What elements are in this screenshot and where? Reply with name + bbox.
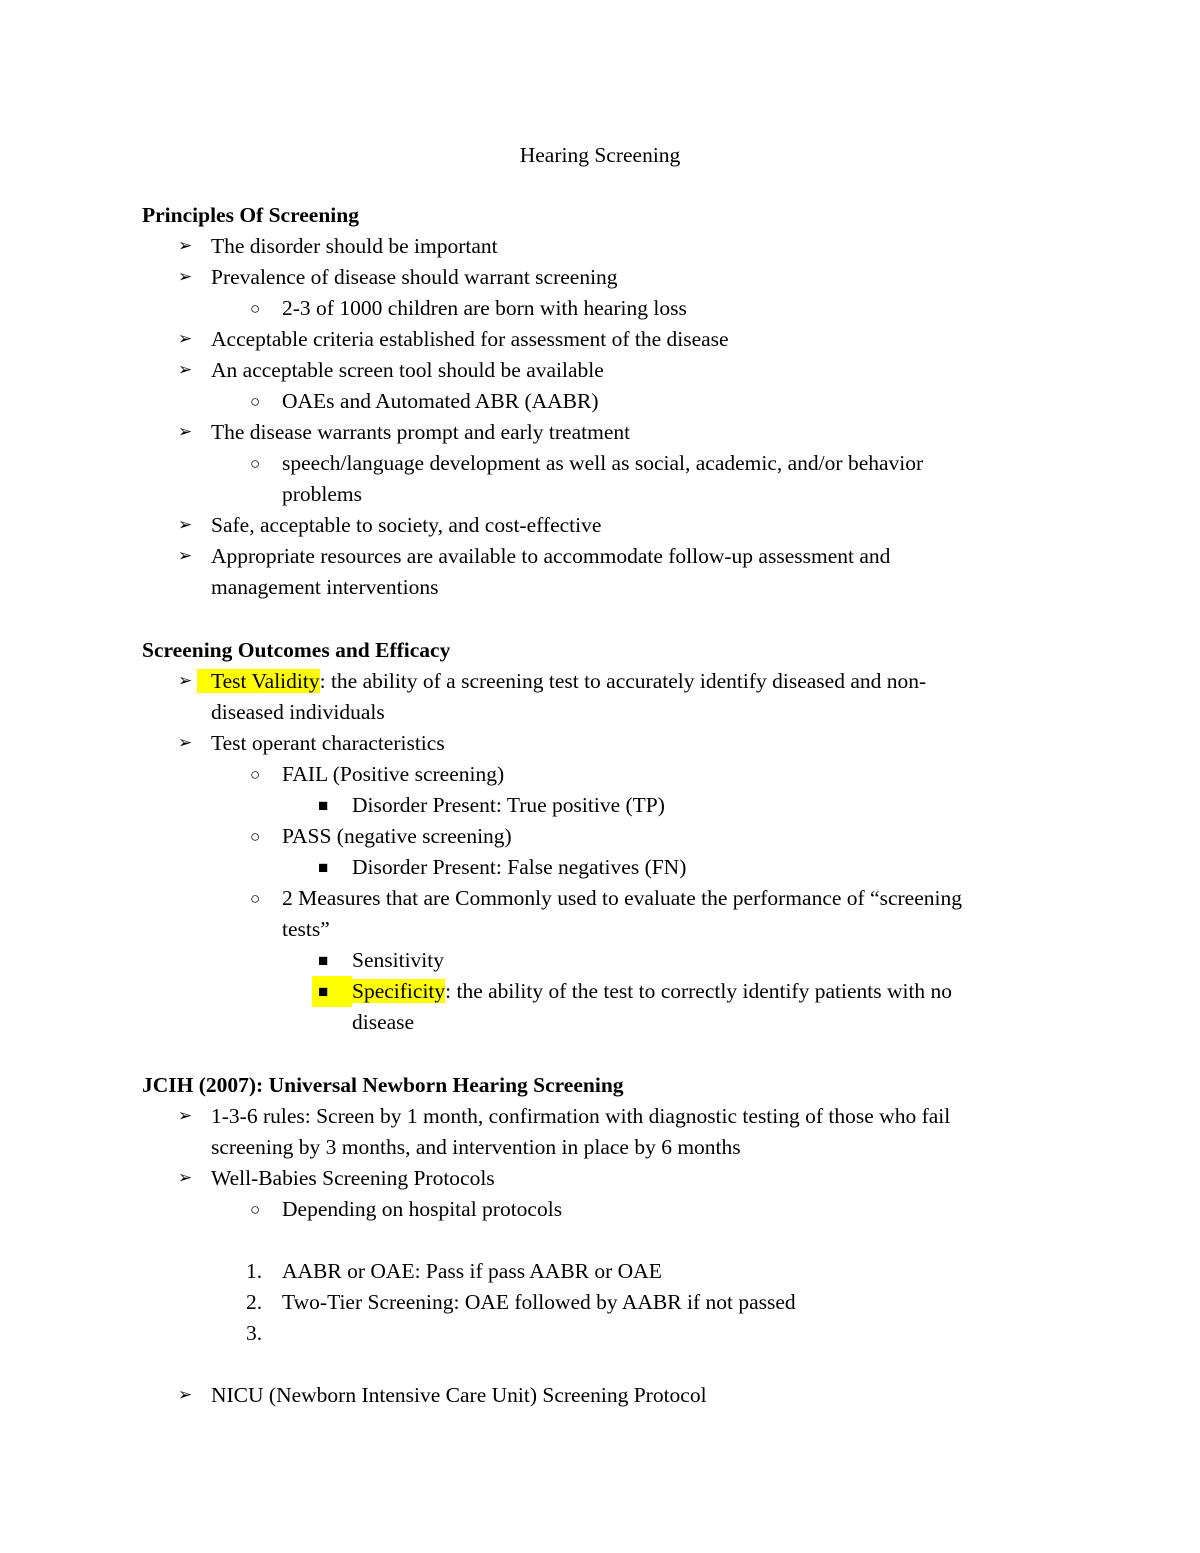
list-item-continuation: problems [282, 482, 363, 506]
list-item: Prevalence of disease should warrant screening [211, 265, 618, 289]
hollow-circle-bullet-icon: ○ [250, 889, 261, 908]
list-item: Test operant characteristics [211, 731, 445, 755]
arrowhead-bullet-icon: ➢ [178, 360, 193, 380]
list-item: 2 Measures that are Commonly used to evaluate the performance of “screening [282, 886, 962, 910]
hollow-circle-bullet-icon: ○ [250, 299, 261, 318]
hollow-circle-bullet-icon: ○ [250, 454, 261, 473]
arrowhead-bullet-icon: ➢ [178, 546, 193, 566]
filled-square-bullet-icon: ■ [318, 951, 329, 970]
numbered-item-number: 2. [246, 1290, 263, 1314]
hollow-circle-bullet-icon: ○ [250, 827, 261, 846]
list-item: 2-3 of 1000 children are born with hearing loss [282, 296, 687, 320]
filled-square-bullet-icon: ■ [318, 982, 329, 1001]
numbered-item: Two-Tier Screening: OAE followed by AABR if not passed [282, 1290, 796, 1314]
list-item: The disorder should be important [211, 234, 498, 258]
list-item: Sensitivity [352, 948, 444, 972]
hollow-circle-bullet-icon: ○ [250, 392, 261, 411]
list-item: An acceptable screen tool should be available [211, 358, 604, 382]
filled-square-bullet-icon: ■ [318, 796, 329, 815]
section-heading-principles: Principles Of Screening [142, 203, 359, 227]
hollow-circle-bullet-icon: ○ [250, 765, 261, 784]
list-item: 1-3-6 rules: Screen by 1 month, confirmation with diagnostic testing of those who fail [211, 1104, 951, 1128]
arrowhead-bullet-icon: ➢ [178, 267, 193, 287]
list-item: Disorder Present: True positive (TP) [352, 793, 665, 817]
hollow-circle-bullet-icon: ○ [250, 1200, 261, 1219]
arrowhead-bullet-icon: ➢ [178, 1385, 193, 1405]
list-item: Depending on hospital protocols [282, 1197, 563, 1221]
list-item: Safe, acceptable to society, and cost-effective [211, 513, 602, 537]
numbered-item-number: 3. [246, 1321, 263, 1345]
list-item-continuation: screening by 3 months, and intervention in place by 6 months [211, 1135, 741, 1159]
arrowhead-bullet-icon: ➢ [178, 671, 193, 691]
list-item-continuation: disease [352, 1010, 415, 1034]
list-item [197, 666, 926, 697]
list-item: FAIL (Positive screening) [282, 762, 505, 786]
list-item: Well-Babies Screening Protocols [211, 1166, 495, 1190]
arrowhead-bullet-icon: ➢ [178, 329, 193, 349]
list-item-continuation: management interventions [211, 575, 439, 599]
highlighted-term: Specificity [352, 979, 446, 1003]
arrowhead-bullet-icon: ➢ [178, 236, 193, 256]
numbered-item-number: 1. [246, 1259, 263, 1283]
list-item: NICU (Newborn Intensive Care Unit) Screening Protocol [211, 1383, 707, 1407]
list-item: Appropriate resources are available to accommodate follow-up assessment and [211, 544, 891, 568]
section-heading-jcih: JCIH (2007): Universal Newborn Hearing Screening [142, 1073, 624, 1097]
list-item: PASS (negative screening) [282, 824, 512, 848]
highlighted-term: Test Validity [197, 669, 320, 693]
list-item-continuation: tests” [282, 917, 330, 941]
list-item: Disorder Present: False negatives (FN) [352, 855, 687, 879]
list-item: Acceptable criteria established for assessment of the disease [211, 327, 729, 351]
list-item-continuation: diseased individuals [211, 700, 385, 724]
numbered-item: AABR or OAE: Pass if pass AABR or OAE [282, 1259, 662, 1283]
arrowhead-bullet-icon: ➢ [178, 422, 193, 442]
arrowhead-bullet-icon: ➢ [178, 515, 193, 535]
filled-square-bullet-icon: ■ [318, 858, 329, 877]
definition-text: : the ability of the test to correctly identify patients with no [445, 979, 953, 1003]
arrowhead-bullet-icon: ➢ [178, 1168, 193, 1188]
list-item: The disease warrants prompt and early treatment [211, 420, 631, 444]
definition-text: : the ability of a screening test to accurately identify diseased and non- [319, 669, 927, 693]
document-title: Hearing Screening [519, 143, 681, 167]
list-item: speech/language development as well as social, academic, and/or behavior [282, 451, 924, 475]
section-heading-outcomes: Screening Outcomes and Efficacy [142, 638, 451, 662]
list-item: OAEs and Automated ABR (AABR) [282, 389, 599, 413]
list-item [352, 976, 952, 1007]
arrowhead-bullet-icon: ➢ [178, 733, 193, 753]
arrowhead-bullet-icon: ➢ [178, 1106, 193, 1126]
